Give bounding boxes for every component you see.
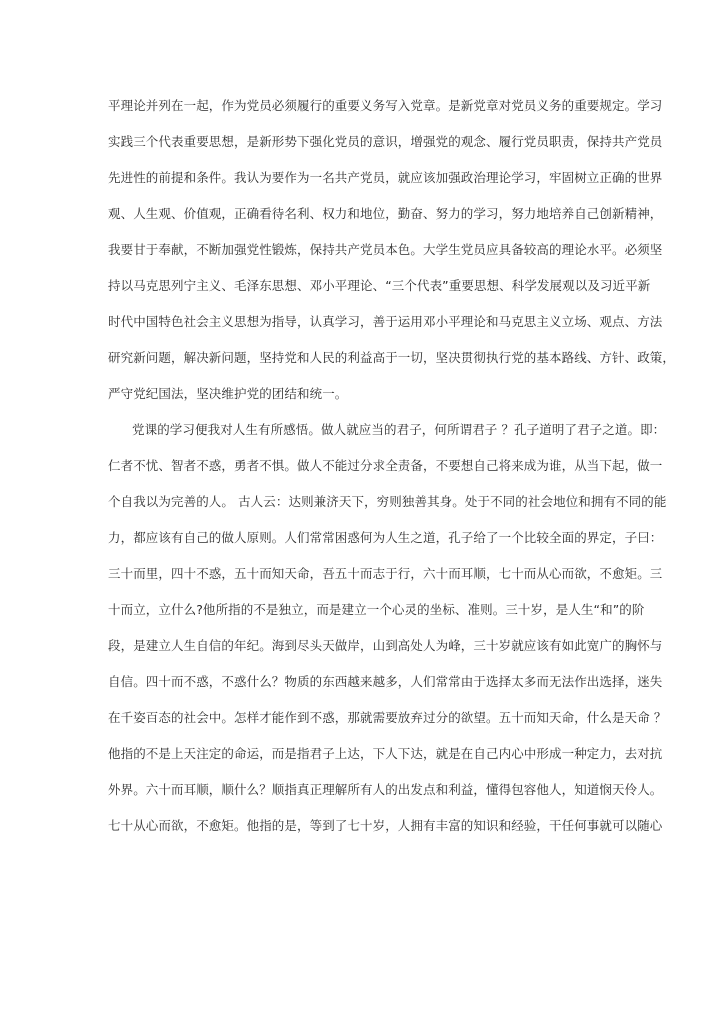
text-line: 实践三个代表重要思想，是新形势下强化党员的意识，增强党的观念、履行党员职责，保持共产党员 (108, 134, 663, 149)
text-line: 观、人生观、价值观，正确看待名利、权力和地位，勤奋、努力的学习，努力地培养自己创新精神， (108, 206, 663, 221)
text-line: 在千姿百态的社会中。怎样才能作到不惑，那就需要放弃过分的欲望。五十而知天命，什么是天命 ？ (108, 710, 667, 725)
text-line: 平理论并列在一起，作为党员必须履行的重要义务写入党章。是新党章对党员义务的重要规定。学习 (108, 98, 663, 113)
text-line: 时代中国特色社会主义思想为指导，认真学习，善于运用邓小平理论和马克思主义立场、观点、方法 (108, 314, 663, 329)
text-line: 三十而里，四十不惑，五十而知天命，吾五十而志于行，六十而耳顺，七十而从心而欲，不愈矩。三 (108, 566, 663, 581)
text-line: 十而立，立什么?他所指的不是独立，而是建立一个心灵的坐标、准则。三十岁，是人生“和”的阶 (108, 602, 645, 617)
text-line: 先进性的前提和条件。我认为要作为一名共产党员，就应该加强政治理论学习，牢固树立正确的世界 (108, 170, 663, 185)
text-line: 党课的学习便我对人生有所感悟。做人就应当的君子，何所谓君子 ？孔子道明了君子之道。即： (132, 422, 666, 437)
text-line: 段，是建立人生自信的年纪。海到尽头天做岸，山到高处人为峰，三十岁就应该有如此宽广的胸怀与 (108, 638, 663, 653)
text-line: 外界。六十而耳顺，顺什么？顺指真正理解所有人的出发点和利益，懂得包容他人，知道悯天伶人。 (108, 782, 663, 797)
text-line: 仁者不忧、智者不惑，勇者不惧。做人不能过分求全责备，不要想自己将来成为谁，从当下起，做一 (108, 458, 663, 473)
text-line: 个自我以为完善的人。 古人云：达则兼济天下，穷则独善其身。处于不同的社会地位和拥有不同的能 (108, 494, 667, 509)
text-line: 严守党纪国法，坚决维护党的团结和统一。 (108, 386, 348, 401)
paragraph-2 (108, 416, 667, 848)
text-line: 研究新问题，解决新问题，坚持党和人民的利益高于一切，坚决贯彻执行党的基本路线、方针、政策， (108, 350, 676, 365)
text-line: 我要甘于奉献，不断加强党性锻炼，保持共产党员本色。大学生党员应具备较高的理论水平。必须坚 (108, 242, 663, 257)
text-line: 力，都应该有自己的做人原则。人们常常困惑何为人生之道，孔子给了一个比较全面的界定，子曰： (108, 530, 663, 545)
paragraph-1 (108, 92, 676, 416)
text-line: 七十从心而欲，不愈矩。他指的是，等到了七十岁，人拥有丰富的知识和经验，干任何事就可以随心 (108, 818, 663, 833)
text-line: 他指的不是上天注定的命运，而是指君子上达，下人下达，就是在自己内心中形成一种定力，去对抗 (108, 746, 663, 761)
text-line: 自信。四十而不惑，不惑什么？物质的东西越来越多，人们常常由于选择太多而无法作出选择，迷失 (108, 674, 663, 689)
document-body (108, 92, 676, 848)
text-line: 持以马克思列宁主义、毛泽东思想、邓小平理论、“三个代表”重要思想、科学发展观以及习近平新 (108, 278, 651, 293)
